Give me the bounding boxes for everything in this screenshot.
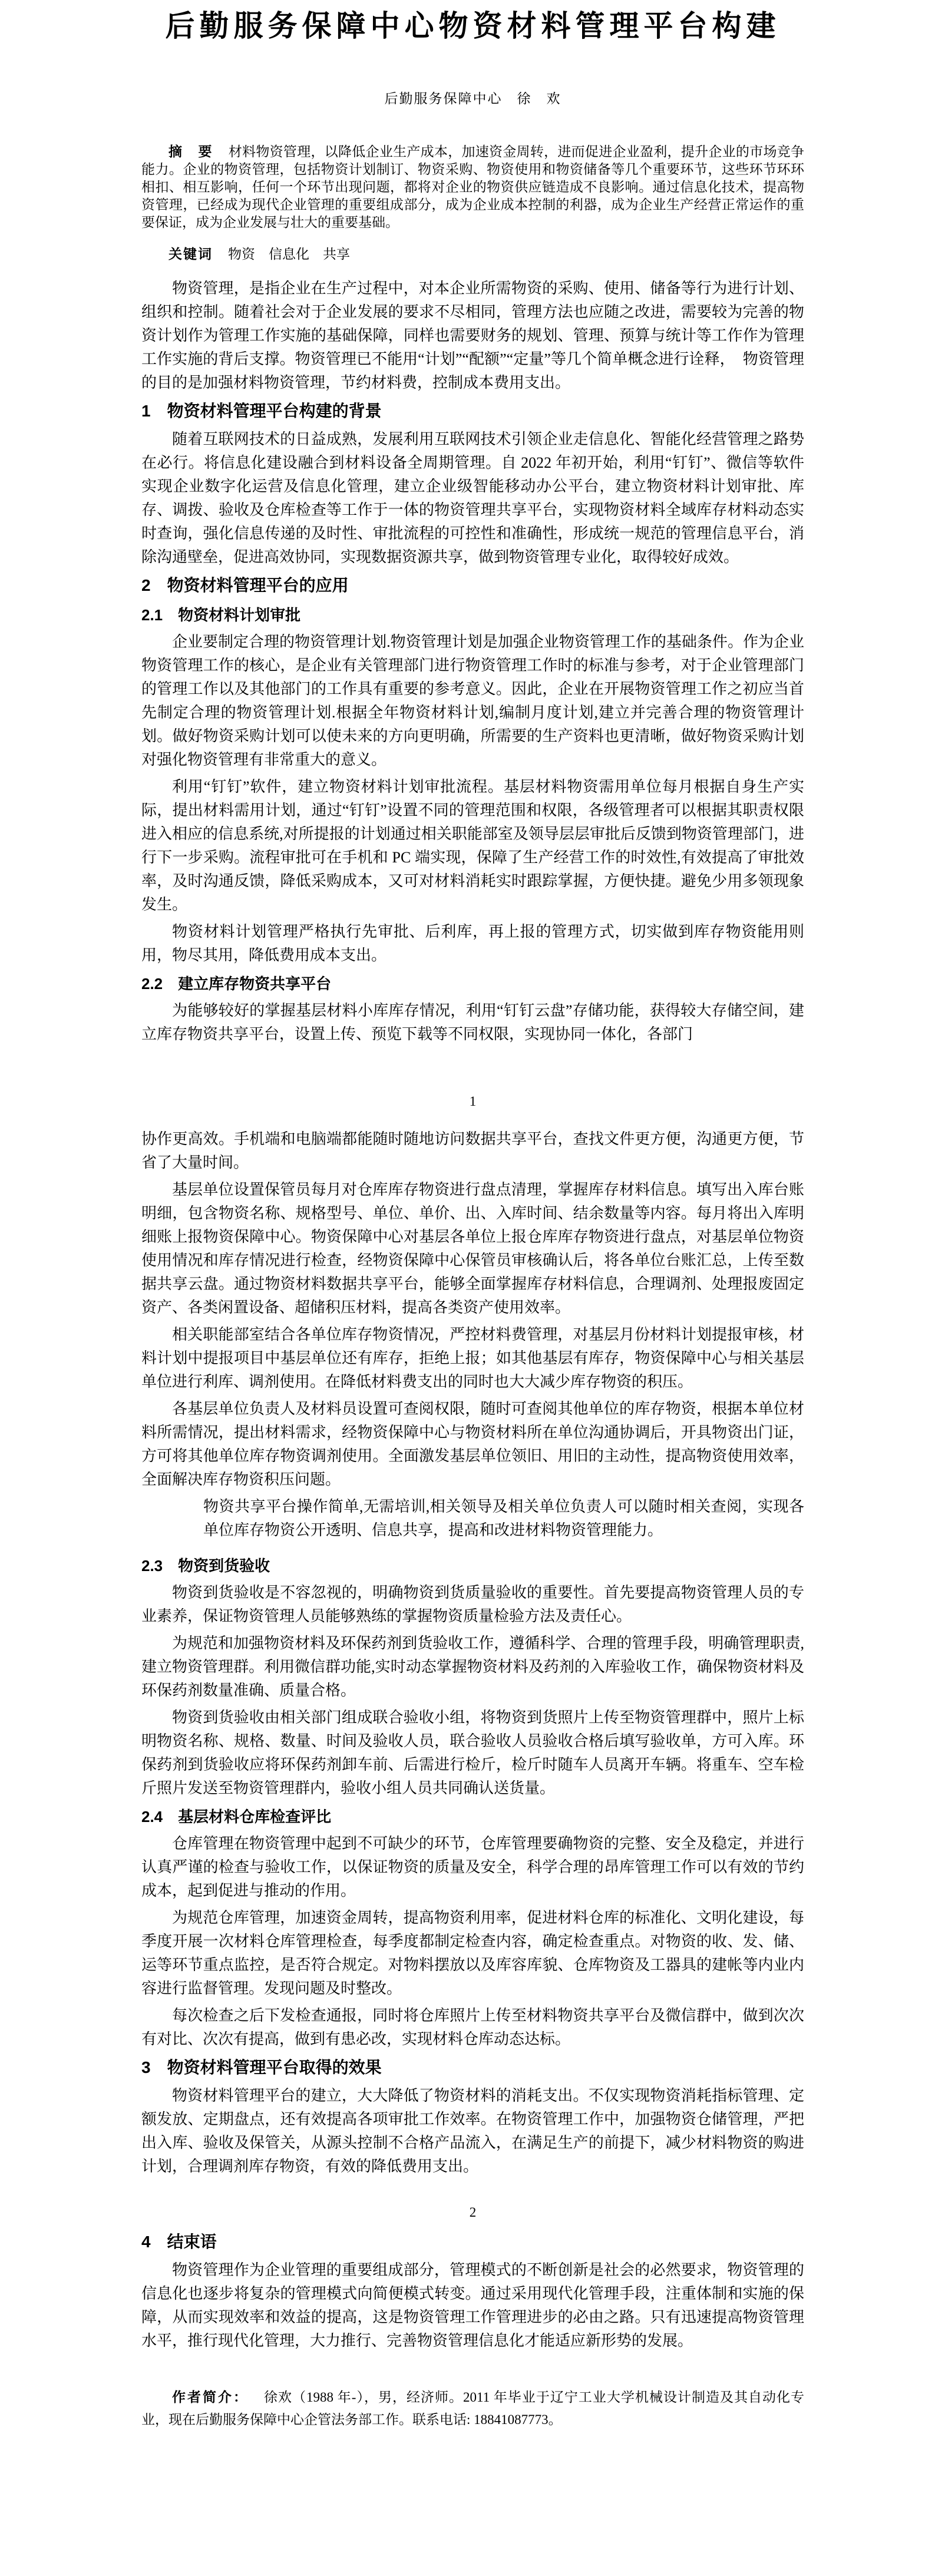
keywords-line (141, 245, 804, 263)
body-paragraph: 各基层单位负责人及材料员设置可查阅权限，随时可查阅其他单位的库存物资，根据本单位材料所需情况，提出材料需求，经物资保障中心与物资材料所在单位沟通协调后，开具物资出门证，方可将其他单位库存物资调剂使用。全面激发基层单位领旧、用旧的主动性，提高物资使用效率，全面解决库存物资积压问题。 (141, 1400, 804, 1488)
byline: 后勤服务保障中心 徐 欢 (384, 91, 561, 106)
body-paragraph: 仓库管理在物资管理中起到不可缺少的环节，仓库管理要确物资的完整、安全及稳定，并进行认真严谨的检查与验收工作，以保证物资的质量及安全，科学合理的昂库管理工作可以有效的节约成本，起到促进与推动的作用。 (141, 1835, 804, 1899)
body-paragraph: 企业要制定合理的物资管理计划.物资管理计划是加强企业物资管理工作的基础条件。作为企业物资管理工作的核心，是企业有关管理部门进行物资管理工作时的标准与参考，对于企业管理部门的管理工作以及其他部门的工作具有重要的参考意义。因此，企业在开展物资管理工作之初应当首先制定合理的物资管理计划.根据全年物资材料计划,编制月度计划,建立并完善合理的物资管理计划。做好物资采购计划可以使未来的方向更明确，所需要的生产资料也更清晰，做好物资采购计划对强化物资管理有非常重大的意义。 (141, 633, 804, 768)
heading-2-4-warehouse-inspection: 2.4 基层材料仓库检查评比 (141, 1808, 332, 1826)
abstract-label: 摘 要 (169, 144, 213, 159)
paper-title: 后勤服务保障中心物资材料管理平台构建 (165, 9, 781, 42)
abstract-text: 材料物资管理，以降低企业生产成本，加速资金周转，进而促进企业盈利，提升企业的市场竞争能力。企业的物资管理，包括物资计划制订、物资采购、物资使用和物资储备等几个重要环节，这些环节环环相扣、相互影响，任何一个环节出现问题，都将对企业的物资供应链造成不良影响。通过信息化技术，提高物资管理，已经成为现代企业管理的重要组成部分，成为企业成本控制的利器，成为企业生产经营正常运作的重要保证，成为企业发展与壮大的重要基础。 (141, 144, 805, 230)
body-paragraph: 利用“钉钉”软件，建立物资材料计划审批流程。基层材料物资需用单位每月根据自身生产实际，提出材料需用计划，通过“钉钉”设置不同的管理范围和权限，各级管理者可以根据其职责权限进入相应的信息系统,对所提报的计划通过相关职能部室及领导层层审批后反馈到物资管理部门，进行下一步采购。流程审批可在手机和 PC 端实现，保障了生产经营工作的时效性,有效提高了审批效率，及时沟通反馈，降低采购成本，又可对材料消耗实时跟踪掌握，方便快捷。避免少用多领现象发生。 (141, 778, 804, 913)
heading-3-results: 3 物资材料管理平台取得的效果 (141, 2058, 382, 2076)
body-paragraph-inset: 物资共享平台操作简单,无需培训,相关领导及相关单位负责人可以随时相关查阅，实现各单位库存物资公开透明、信息共享，提高和改进材料物资管理能力。 (203, 1498, 804, 1539)
abstract-paragraph (141, 143, 804, 232)
body-paragraph: 相关职能部室结合各单位库存物资情况，严控材料费管理，对基层月份材料计划提报审核，材料计划中提报项目中基层单位还有库存，拒绝上报；如其他基层有库存，物资保障中心与相关基层单位进行利库、调剂使用。在降低材料费支出的同时也大大减少库存物资的积压。 (141, 1326, 804, 1390)
page-number-2: 2 (469, 2205, 477, 2220)
body-paragraph: 物资管理作为企业管理的重要组成部分，管理模式的不断创新是社会的必然要求，物资管理的信息化也逐步将复杂的管理模式向简便模式转变。通过采用现代化管理手段，注重体制和实施的保障，从而实现效率和效益的提高，这是物资管理工作管理进步的必由之路。只有迅速提高物资管理水平，推行现代化管理，大力推行、完善物资管理信息化才能适应新形势的发展。 (141, 2261, 804, 2349)
body-paragraph: 基层单位设置保管员每月对仓库库存物资进行盘点清理，掌握库存材料信息。填写出入库台账明细，包含物资名称、规格型号、单位、单价、出、入库时间、结余数量等内容。每月将出入库明细账上报物资保障中心。物资保障中心对基层各单位上报仓库库存物资进行盘点，对基层单位物资使用情况和库存情况进行检查，经物资保障中心保管员审核确认后，将各单位台账汇总，上传至数据共享云盘。通过物资材料数据共享平台，能够全面掌握库存材料信息，合理调剂、处理报废固定资产、各类闲置设备、超储积压材料，提高各类资产使用效率。 (141, 1181, 804, 1316)
body-paragraph: 为规范仓库管理，加速资金周转，提高物资利用率，促进材料仓库的标准化、文明化建设，每季度开展一次材料仓库管理检查，每季度都制定检查内容，确定检查重点。对物资的收、发、储、运等环节重点监控，是否符合规定。对物料摆放以及库容库貌、仓库物资及工器具的建帐等内业内容进行监督管理。发现问题及时整改。 (141, 1909, 804, 1997)
heading-2-2-shared-inventory-platform: 2.2 建立库存物资共享平台 (141, 975, 332, 993)
heading-4-conclusion: 4 结束语 (141, 2233, 217, 2251)
keywords-text: 物资 信息化 共享 (228, 247, 350, 262)
body-paragraph-continuation: 协作更高效。手机端和电脑端都能随时随地访问数据共享平台，查找文件更方便，沟通更方便，节省了大量时间。 (141, 1130, 804, 1171)
body-paragraph: 为规范和加强物资材料及环保药剂到货验收工作，遵循科学、合理的管理手段，明确管理职责,建立物资管理群。利用微信群功能,实时动态掌握物资材料及药剂的入库验收工作，确保物资材料及环保药剂数量准确、质量合格。 (141, 1635, 804, 1699)
heading-1-background: 1 物资材料管理平台构建的背景 (141, 402, 382, 420)
author-bio-text: 徐欢（1988 年-），男，经济师。2011 年毕业于辽宁工业大学机械设计制造及其自动化专业，现在后勤服务保障中心企管法务部工作。联系电话: 18841087773。 (141, 2390, 805, 2427)
body-paragraph: 物资材料管理平台的建立，大大降低了物资材料的消耗支出。不仅实现物资消耗指标管理、定额发放、定期盘点，还有效提高各项审批工作效率。在物资管理工作中，加强物资仓储管理，严把出入库、验收及保管关，从源头控制不合格产品流入，在满足生产的前提下，减少材料物资的购进计划，合理调剂库存物资，有效的降低费用支出。 (141, 2087, 804, 2175)
heading-2-3-goods-acceptance: 2.3 物资到货验收 (141, 1557, 270, 1575)
author-bio-label: 作者简介： (172, 2389, 249, 2405)
body-paragraph: 物资材料计划管理严格执行先审批、后利库，再上报的管理方式，切实做到库存物资能用则用，物尽其用，降低费用成本支出。 (141, 923, 804, 964)
author-bio (141, 2386, 804, 2431)
heading-2-application: 2 物资材料管理平台的应用 (141, 576, 349, 594)
body-paragraph: 物资到货验收是不容忽视的，明确物资到货质量验收的重要性。首先要提高物资管理人员的专业素养，保证物资管理人员能够熟练的掌握物资质量检验方法及责任心。 (141, 1584, 804, 1625)
page-number-1: 1 (469, 1094, 477, 1109)
body-paragraph: 随着互联网技术的日益成熟，发展利用互联网技术引领企业走信息化、智能化经营管理之路势在必行。将信息化建设融合到材料设备全周期管理。自 2022 年初开始，利用“钉钉”、微信等软件实现企业数字化运营及信息化管理，建立企业级智能移动办公平台，建立物资材料计划审批、库存、调拨、验收及仓库检查等工作于一体的物资管理共享平台，实现物资材料全域库存材料动态实时查询，强化信息传递的及时性、审批流程的可控性和准确性，形成统一规范的管理信息平台，消除沟通壁垒，促进高效协同，实现数据资源共享，做到物资管理专业化，取得较好成效。 (141, 431, 804, 566)
intro-paragraph: 物资管理，是指企业在生产过程中，对本企业所需物资的采购、使用、储备等行为进行计划、组织和控制。随着社会对于企业发展的要求不尽相同，管理方法也应随之改进，需要较为完善的物资计划作为管理工作实施的基础保障，同样也需要财务的规划、管理、预算与统计等工作作为管理工作实施的背后支撑。物资管理已不能用“计划”“配额”“定量”等几个简单概念进行诠释， 物资管理的目的是加强材料物资管理，节约材料费，控制成本费用支出。 (141, 280, 804, 391)
body-paragraph: 为能够较好的掌握基层材料小库库存情况，利用“钉钉云盘”存储功能，获得较大存储空间，建立库存物资共享平台，设置上传、预览下载等不同权限，实现协同一体化，各部门 (141, 1002, 804, 1043)
body-paragraph: 每次检查之后下发检查通报，同时将仓库照片上传至材料物资共享平台及微信群中，做到次次有对比、次次有提高，做到有患必改，实现材料仓库动态达标。 (141, 2007, 804, 2048)
body-paragraph: 物资到货验收由相关部门组成联合验收小组，将物资到货照片上传至物资管理群中，照片上标明物资名称、规格、数量、时间及验收人员，联合验收人员验收合格后填写验收单，方可入库。环保药剂到货验收应将环保药剂卸车前、后需进行检斤，检斤时随车人员离开车辆。将重车、空车检斤照片发送至物资管理群内，验收小组人员共同确认送货量。 (141, 1709, 804, 1797)
keywords-label: 关键词 (169, 246, 213, 262)
heading-2-1-plan-approval: 2.1 物资材料计划审批 (141, 606, 301, 624)
